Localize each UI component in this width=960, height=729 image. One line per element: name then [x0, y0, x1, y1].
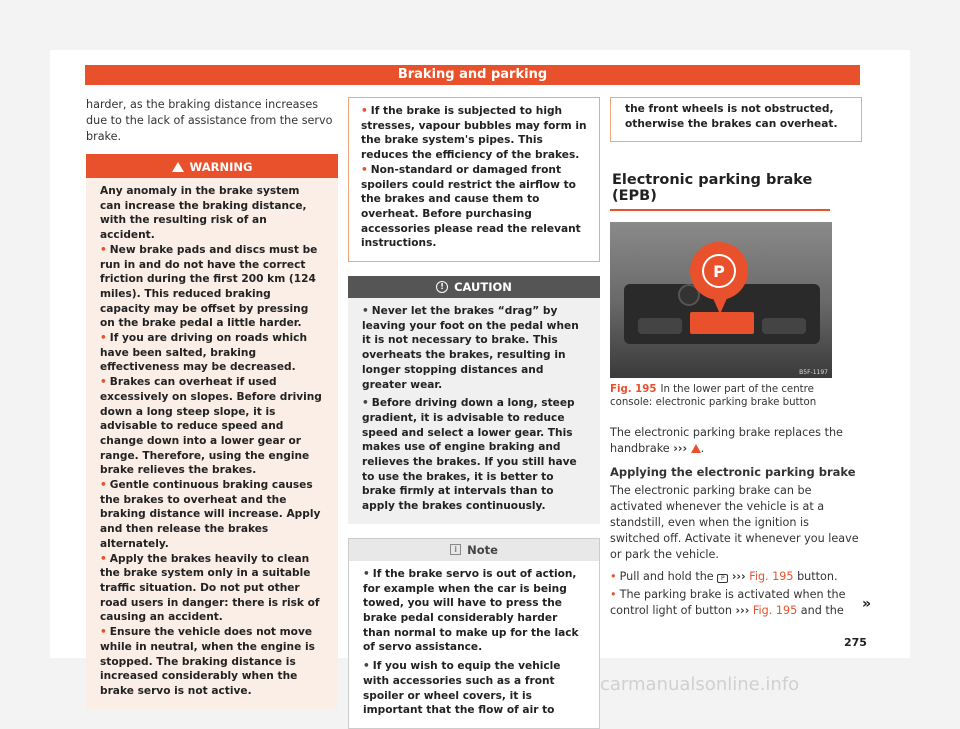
caution-item: • Before driving down a long, steep gradient, it is advisable to reduce speed and select a lower gear. This makes use of engine braking and relieves the brakes. If you still have to use the brakes, it is better to brake firmly at intervals than to apply the brakes continuously. — [362, 397, 577, 513]
figure-code: B5F-1197 — [799, 369, 828, 377]
watermark: carmanualsonline.info — [600, 674, 800, 695]
caution-box — [348, 276, 600, 524]
info-icon: i — [450, 544, 461, 555]
note-box — [348, 538, 600, 729]
note-item: • If the brake servo is out of action, for example when the car is being towed, you will have to press the brake pedal considerably harder than normal to make up for the lack of servo assistance. — [363, 567, 579, 654]
warning-item: • If you are driving on roads which have been salted, braking effectiveness may be decreased. — [100, 332, 307, 374]
step-1: • Pull and hold the P ››› Fig. 195 button. — [610, 570, 838, 584]
warning-box — [86, 154, 338, 709]
warning-item: • Apply the brakes heavily to clean the brake system only in a suitable traffic situation. Do not put other road users in danger: there is risk of causing an accident. — [100, 552, 320, 624]
continue-marker: » — [862, 596, 872, 612]
note-continued-box: the front wheels is not obstructed, otherwise the brakes can overheat. — [610, 97, 862, 142]
section-title: Electronic parking brake (EPB) — [610, 172, 830, 211]
warning-continued-box — [348, 97, 600, 262]
column-2 — [348, 97, 600, 729]
caution-circle-icon: ! — [436, 281, 448, 293]
caution-body — [348, 298, 600, 524]
epb-paragraph: The electronic parking brake can be activated whenever the vehicle is at a standstill, even when the ignition is switched off. Activate it whenever you leave or park the vehicle. — [610, 484, 859, 562]
parking-brake-icon: P — [702, 254, 736, 288]
step-2: • The parking brake is activated when the control light of button ››› Fig. 195 and the — [610, 588, 846, 618]
epb-intro: The electronic parking brake replaces the handbrake ››› . — [610, 426, 843, 456]
warning-item: • If the brake is subjected to high stresses, vapour bubbles may form in the brake system's pipes. This reduces the efficiency of the brakes. — [361, 105, 587, 162]
warning-body — [86, 178, 338, 709]
warning-header — [86, 156, 338, 178]
callout-balloon — [690, 242, 748, 300]
warning-item: • Gentle continuous braking causes the brakes to overheat and the braking distance will increase. Apply and then release the brakes alternately. — [100, 479, 321, 550]
warning-lead: Any anomaly in the brake system can increase the braking distance, with the resulting risk of an accident. — [100, 185, 307, 242]
column-3 — [610, 97, 862, 619]
caution-header — [348, 276, 600, 298]
warning-item: • Brakes can overheat if used excessively on slopes. Before driving down a long steep slope, it is advisable to reduce speed and change down into a lower gear or range. Therefore, using the engine brake relieves the brakes. — [100, 376, 322, 477]
warning-title: WARNING — [189, 160, 253, 174]
note-item: • If you wish to equip the vehicle with accessories such as a front spoiler or wheel covers, it is important that the flow of air to — [363, 660, 561, 717]
page-header: Braking and parking — [85, 65, 860, 85]
intro-paragraph: harder, as the braking distance increases due to the lack of assistance from the servo brake. — [86, 98, 333, 143]
warning-ref-icon — [691, 444, 701, 453]
caution-title: CAUTION — [454, 280, 512, 295]
note-header — [349, 539, 599, 561]
epb-button — [690, 312, 754, 334]
warning-item: • New brake pads and discs must be run in and do not have the correct friction during the first 200 km (124 miles). This reduced braking capacity may be offset by pressing on the brake pedal a little harder. — [100, 243, 318, 330]
figure-caption: Fig. 195 In the lower part of the centre console: electronic parking brake button — [610, 384, 817, 409]
caution-item: • Never let the brakes “drag” by leaving your foot on the pedal when it is not necessary to brake. This overheats the brakes, resulting in longer stopping distances and greater wear. — [362, 305, 579, 391]
epb-button-icon: P — [717, 574, 728, 583]
warning-item: • Ensure the vehicle does not move while in neutral, when the engine is stopped. The braking distance is increased considerably when the brake servo is not active. — [100, 626, 315, 697]
figure-epb — [610, 222, 832, 378]
warning-triangle-icon — [172, 162, 184, 172]
page-number: 275 — [844, 636, 867, 649]
note-title: Note — [467, 542, 498, 557]
column-1 — [86, 97, 338, 709]
note-body — [349, 561, 599, 728]
subheading: Applying the electronic parking brake — [610, 465, 856, 480]
warning-item: • Non-standard or damaged front spoilers could restrict the airflow to the brakes and cause them to overheat. Before purchasing accessories please read the relevant instructions. — [361, 163, 581, 250]
